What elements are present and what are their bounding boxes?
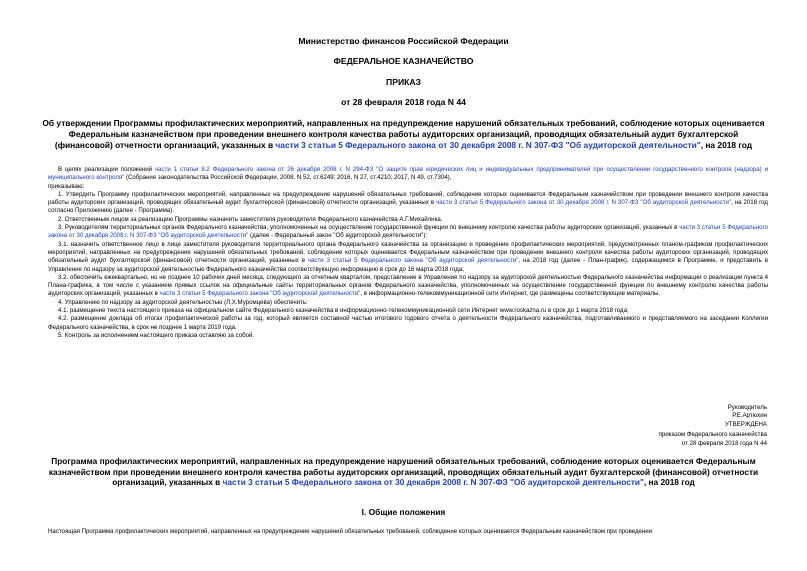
paragraph-item-1 <box>48 191 768 216</box>
paragraph-text: , на 2018 год согласно Приложению (далее - Программа). <box>48 199 768 215</box>
paragraph-item-2: 2. Ответственным лицом за реализацию Программы назначить заместителя руководителя Федерального казначейства А.Г.Михайлика. <box>58 215 443 223</box>
signer-name: Р.Е.Артюхин <box>732 412 767 420</box>
paragraph-text: В целях реализации положений <box>58 166 155 173</box>
order-title-suffix: , на 2018 год <box>700 140 753 150</box>
section-heading: I. Общие положения <box>361 507 446 517</box>
approval-order-ref: приказом Федерального казначейства <box>658 431 767 439</box>
agency-heading: ФЕДЕРАЛЬНОЕ КАЗНАЧЕЙСТВО <box>333 56 474 66</box>
paragraph-item-3-2 <box>48 274 768 299</box>
program-title <box>40 456 767 488</box>
paragraph-item-5: 5. Контроль за исполнением настоящего приказа оставляю за собой. <box>58 331 255 339</box>
paragraph-text: (далее - Федеральный закон "Об аудиторской деятельности"): <box>248 232 428 240</box>
order-body <box>48 166 768 340</box>
law-294-link[interactable]: части 1 статьи 8.2 Федерального закона от 26 декабря 2008 г. N 294-ФЗ "О защите прав юридических лиц и индивидуальных предпринимателей при осуществлении государственного контроля (надзора) и муниципального контроля" <box>48 166 768 182</box>
paragraph-order: приказываю: <box>48 182 85 190</box>
order-date-number: от 28 февраля 2018 года N 44 <box>341 97 466 107</box>
paragraph-item-4-2: 4.2. размещение доклада об итогах профилактической работы за год, который является составной частью итогового годового отчета о деятельности Федерального казначейства, подготавливаемого и представляемого на заседании Коллегии Федерального казначейства, в срок не позднее 1 марта 2019 года. <box>48 315 768 331</box>
order-type-heading: ПРИКАЗ <box>386 77 421 87</box>
paragraph-text: 3. Руководителям территориальных органов Федерального казначейства, уполномоченных на осуществление государственной функции по внешнему контролю качества работы аудиторских организаций, указанных в <box>58 224 680 232</box>
order-title-text: Об утверждении Программы профилактических мероприятий, направленных на предупреждение нарушений обязательных требований, соблюдение которых оценивается Федеральным казначейством при проведении внешнего контроля качества работы аудиторских организаций, проводящих обязательный аудит бухгалтерской (финансовой) отчетности организаций, указанных в <box>42 118 765 150</box>
section-first-paragraph: Настоящая Программа профилактических мероприятий, направленных на предупреждение нарушений обязательных требований, соблюдение которых оценивается Федеральным казначейством при проведении <box>48 528 653 535</box>
paragraph-text: 1. Утвердить Программу профилактических мероприятий, направленных на предупреждение нарушений обязательных требований, соблюдение которых оценивается Федеральным казначейством при проведении внешнего контроля качества работы аудиторских организаций, проводящих обязательный аудит бухгалтерской (финансовой) отчетности организаций, указанных в <box>48 190 768 207</box>
paragraph-item-4: 4. Управлению по надзору за аудиторской деятельностью (Л.Х.Муромцева) обеспечить: <box>58 298 308 306</box>
law-307-link[interactable]: части 3 статьи 5 Федерального закона "Об аудиторской деятельности" <box>159 290 361 298</box>
paragraph-text: , на 2018 год (далее - План-график), содержащимся в Программе, и представить в Управление по надзору за аудиторской деятельностью Федерального казначейства соответствующую информацию в срок до 16 марта 2018 года; <box>48 257 768 273</box>
paragraph-item-4-1: 4.1. размещение текста настоящего приказа на официальном сайте Федерального казначейства в информационно-телекоммуникационной сети Интернет www.roskazna.ru в срок до 1 марта 2018 года; <box>58 307 629 315</box>
paragraph-text: , в информационно-телекоммуникационной сети Интернет, где размещены соответствующие материалы. <box>360 290 661 298</box>
program-title-suffix: , на 2018 год <box>643 477 695 488</box>
paragraph-item-3 <box>48 224 768 241</box>
paragraph-item-3-1 <box>48 241 768 274</box>
signer-role: Руководитель <box>727 404 767 411</box>
approval-order-date: от 28 февраля 2018 года N 44 <box>681 439 767 447</box>
program-title-law-link[interactable]: части 3 статьи 5 Федерального закона от 30 декабря 2008 г. N 307-ФЗ "Об аудиторской деятельности" <box>222 477 644 488</box>
approval-stamp: УТВЕРЖДЕНА <box>724 420 767 428</box>
program-title-text: Программа профилактических мероприятий, направленных на предупреждение нарушений обязательных требований, соблюдение которых оценивается Федеральным казначейством при проведении внешнего контроля качества работы аудиторских организаций, проводящих обязательный аудит бухгалтерской (финансовой) отчетности организаций, указанных в <box>48 456 759 488</box>
law-307-link[interactable]: части 3 статьи 5 Федерального закона от 30 декабря 2008 г. N 307-ФЗ "Об аудиторской деятельности" <box>48 224 768 240</box>
paragraph-text: 3.1. назначить ответственное лицо в лице заместителя руководителя территориального органа Федерального казначейства за организацию и проведение профилактических мероприятий, предусмотренных планом-графиком профилактических мероприятий, направленных на предупреждение нарушений обязательных требований, соблюдение которых оценивается Федеральным казначейством при проведении внешнего контроля качества работы аудиторских организаций, проводящих обязательный аудит бухгалтерской (финансовой) отчетности организаций, указанных в <box>48 240 768 265</box>
ministry-heading: Министерство финансов Российской Федерации <box>298 36 509 46</box>
paragraph-text: 3.2. обеспечить ежеквартально, но не позднее 10 рабочих дней месяца, следующего за отчетным кварталом, представление в Управление по надзору за аудиторской деятельностью Федерального казначейства информации о реализации пункта 4 Плана-графика, в том числе с указанием прямых ссылок на официальные сайты территориальных органов Федерального казначейства, уполномоченных на осуществление государственной функции по внешнему контролю качества работы аудиторских организаций, указанных в <box>48 273 768 298</box>
paragraph-text: (Собрание законодательства Российской Федерации, 2008, N 52, ст.6249; 2016, N 27, ст.4210; 2017, N 49, ст.7304), <box>124 174 452 182</box>
signature-block <box>527 404 767 448</box>
paragraph-preamble <box>48 166 768 183</box>
order-title <box>40 118 767 151</box>
order-title-law-link[interactable]: части 3 статьи 5 Федерального закона от 30 декабря 2008 г. N 307-ФЗ "Об аудиторской деятельности" <box>275 140 701 150</box>
law-307-link[interactable]: части 3 статьи 5 Федерального закона от 30 декабря 2008 г. N 307-ФЗ "Об аудиторской деятельности" <box>436 199 732 207</box>
law-307-link[interactable]: части 3 статьи 5 Федерального закона "Об аудиторской деятельности" <box>307 257 519 265</box>
